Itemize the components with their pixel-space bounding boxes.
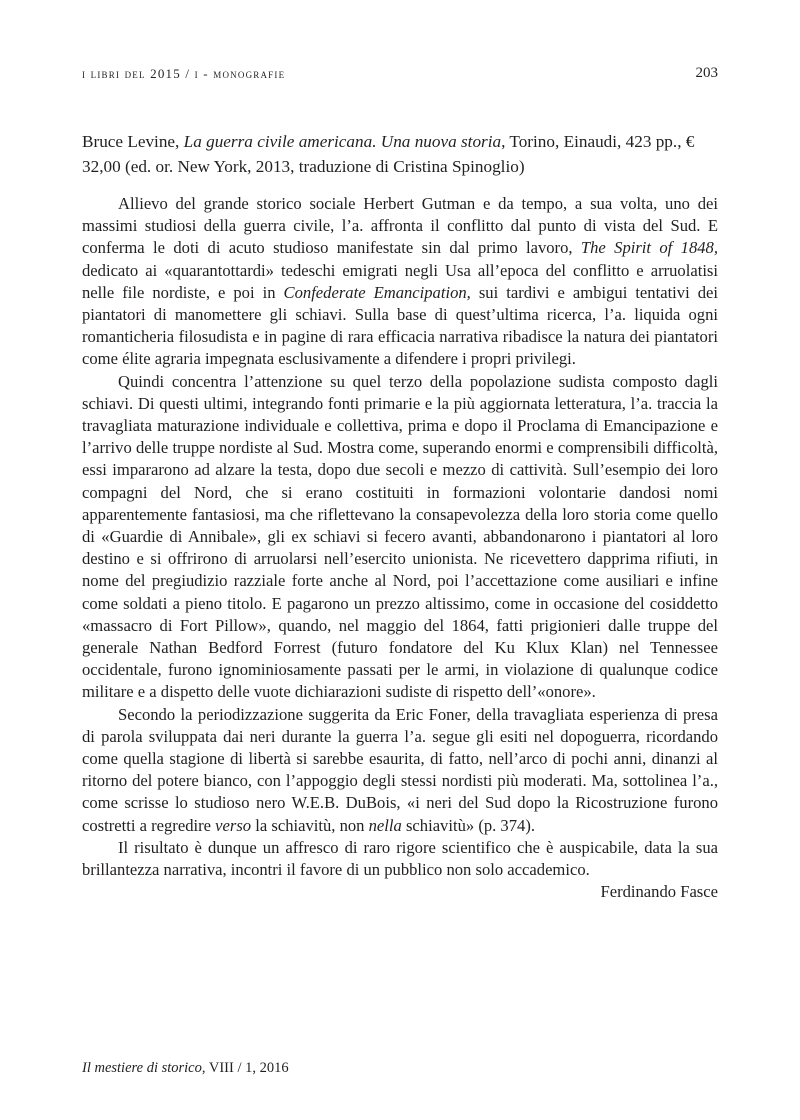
review-paragraph-2: Quindi concentra l’attenzione su quel terzo della popolazione sudista composto dagli schiavi. Di questi ultimi, integrando fonti primarie e la più aggiornata letteratura, l’a. traccia la travagliata maturazione individuale e collettiva, prima e dopo il Proclama di Emancipazione e l’arrivo delle truppe nordiste al Sud. Mostra come, superando enormi e comprensibili difficoltà, essi impararono ad alzare la testa, dopo due secoli e mezzo di cattività. Sull’esempio dei loro compagni del Nord, che si erano costituiti in formazioni volontarie dandosi nomi apparentemente fantasiosi, ma che riflettevano la consapevolezza della loro storia come quello di «Guardie di Annibale», gli ex schiavi si fecero avanti, abbandonarono i piantatori al loro destino e si offrirono di arruolarsi nell’esercito unionista. Ne ricevettero dapprima rifiuti, in nome del pregiudizio razziale forte anche al Nord, poi l’accettazione come ausiliari e infine come soldati a pieno titolo. E pagarono un prezzo altissimo, come in occasione del cosiddetto «massacro di Fort Pillow», quando, nel maggio del 1864, fatti prigionieri dalle truppe del generale Nathan Bedford Forrest (futuro fondatore del Ku Klux Klan) nel Tennessee occidentale, furono ignominiosamente passati per le armi, in violazione di qualunque codice militare e a dispetto delle vuote dichiarazioni sudiste di rispetto dell’«onore». bbox=[82, 371, 718, 702]
p3-nella: nella bbox=[368, 815, 402, 835]
journal-footer bbox=[82, 1060, 289, 1077]
citation-title: La guerra civile americana. Una nuova storia bbox=[183, 132, 502, 151]
p1-title-confederate: Confederate Emancipation, bbox=[283, 282, 471, 302]
book-citation bbox=[82, 130, 718, 179]
p3-verso: verso bbox=[215, 815, 252, 835]
p1-text-a: Allievo del grande storico sociale Herbert Gutman e da tempo, a sua volta, uno dei massimi studiosi della guerra civile, l’a. affronta il conflitto dal punto di vista del Sud. E conferma le doti di acuto studioso manifestate sin dal primo lavoro, bbox=[82, 194, 718, 258]
p3-text-b: la schiavitù, non bbox=[251, 815, 369, 835]
review-body bbox=[82, 193, 718, 904]
journal-name: Il mestiere di storico bbox=[82, 1060, 202, 1076]
review-paragraph-1 bbox=[82, 193, 718, 371]
review-paragraph-4: Il risultato è dunque un affresco di raro rigore scientifico che è auspicabile, data la sua brillantezza narrativa, incontri il favore di un pubblico non solo accademico. bbox=[82, 837, 718, 880]
page-number: 203 bbox=[695, 65, 718, 81]
running-title: i libri del 2015 / i - monografie bbox=[82, 66, 286, 81]
p3-text-c: schiavitù» (p. 374). bbox=[401, 815, 536, 835]
reviewer-signature: Ferdinando Fasce bbox=[600, 882, 718, 902]
journal-issue: , VIII / 1, 2016 bbox=[201, 1060, 289, 1076]
p3-text-a: Secondo la periodizzazione suggerita da Eric Foner, della travagliata esperienza di presa di parola sviluppata dai neri durante la guerra l’a. segue gli esiti nel dopoguerra, ricordando come quella stagione di libertà si sarebbe esaurita, di fatto, nell’arco di pochi anni, dinanzi al ritorno del potere bianco, con l’appoggio degli stessi nordisti più moderati. Ma, sottolinea l’a., come scrisse lo studioso nero W.E.B. DuBois, «i neri del Sud dopo la Ricostruzione furono costretti a regredire bbox=[82, 704, 718, 835]
p1-text-b: dedicato ai «quarantottardi» tedeschi emigrati negli Usa all’epoca del conflitto e arruolatisi nelle file nordiste, e poi in bbox=[82, 260, 718, 302]
citation-details: , Torino, Einaudi, 423 pp., € 32,00 (ed. or. New York, 2013, traduzione di Cristina Spinoglio) bbox=[82, 132, 695, 176]
p1-text-c: sui tardivi e ambigui tentativi dei piantatori di manomettere gli schiavi. Sulla base di quest’ultima ricerca, l’a. liquida ogni romanticheria filosudista e in pagine di rara efficacia narrativa ribadisce la natura dei piantatori come élite agraria impegnata esclusivamente a difendere i propri privilegi. bbox=[82, 282, 718, 369]
review-paragraph-3 bbox=[82, 704, 718, 837]
citation-author: Bruce Levine, bbox=[82, 132, 180, 151]
p1-title-spirit: The Spirit of 1848, bbox=[580, 238, 718, 258]
running-head bbox=[82, 66, 718, 86]
